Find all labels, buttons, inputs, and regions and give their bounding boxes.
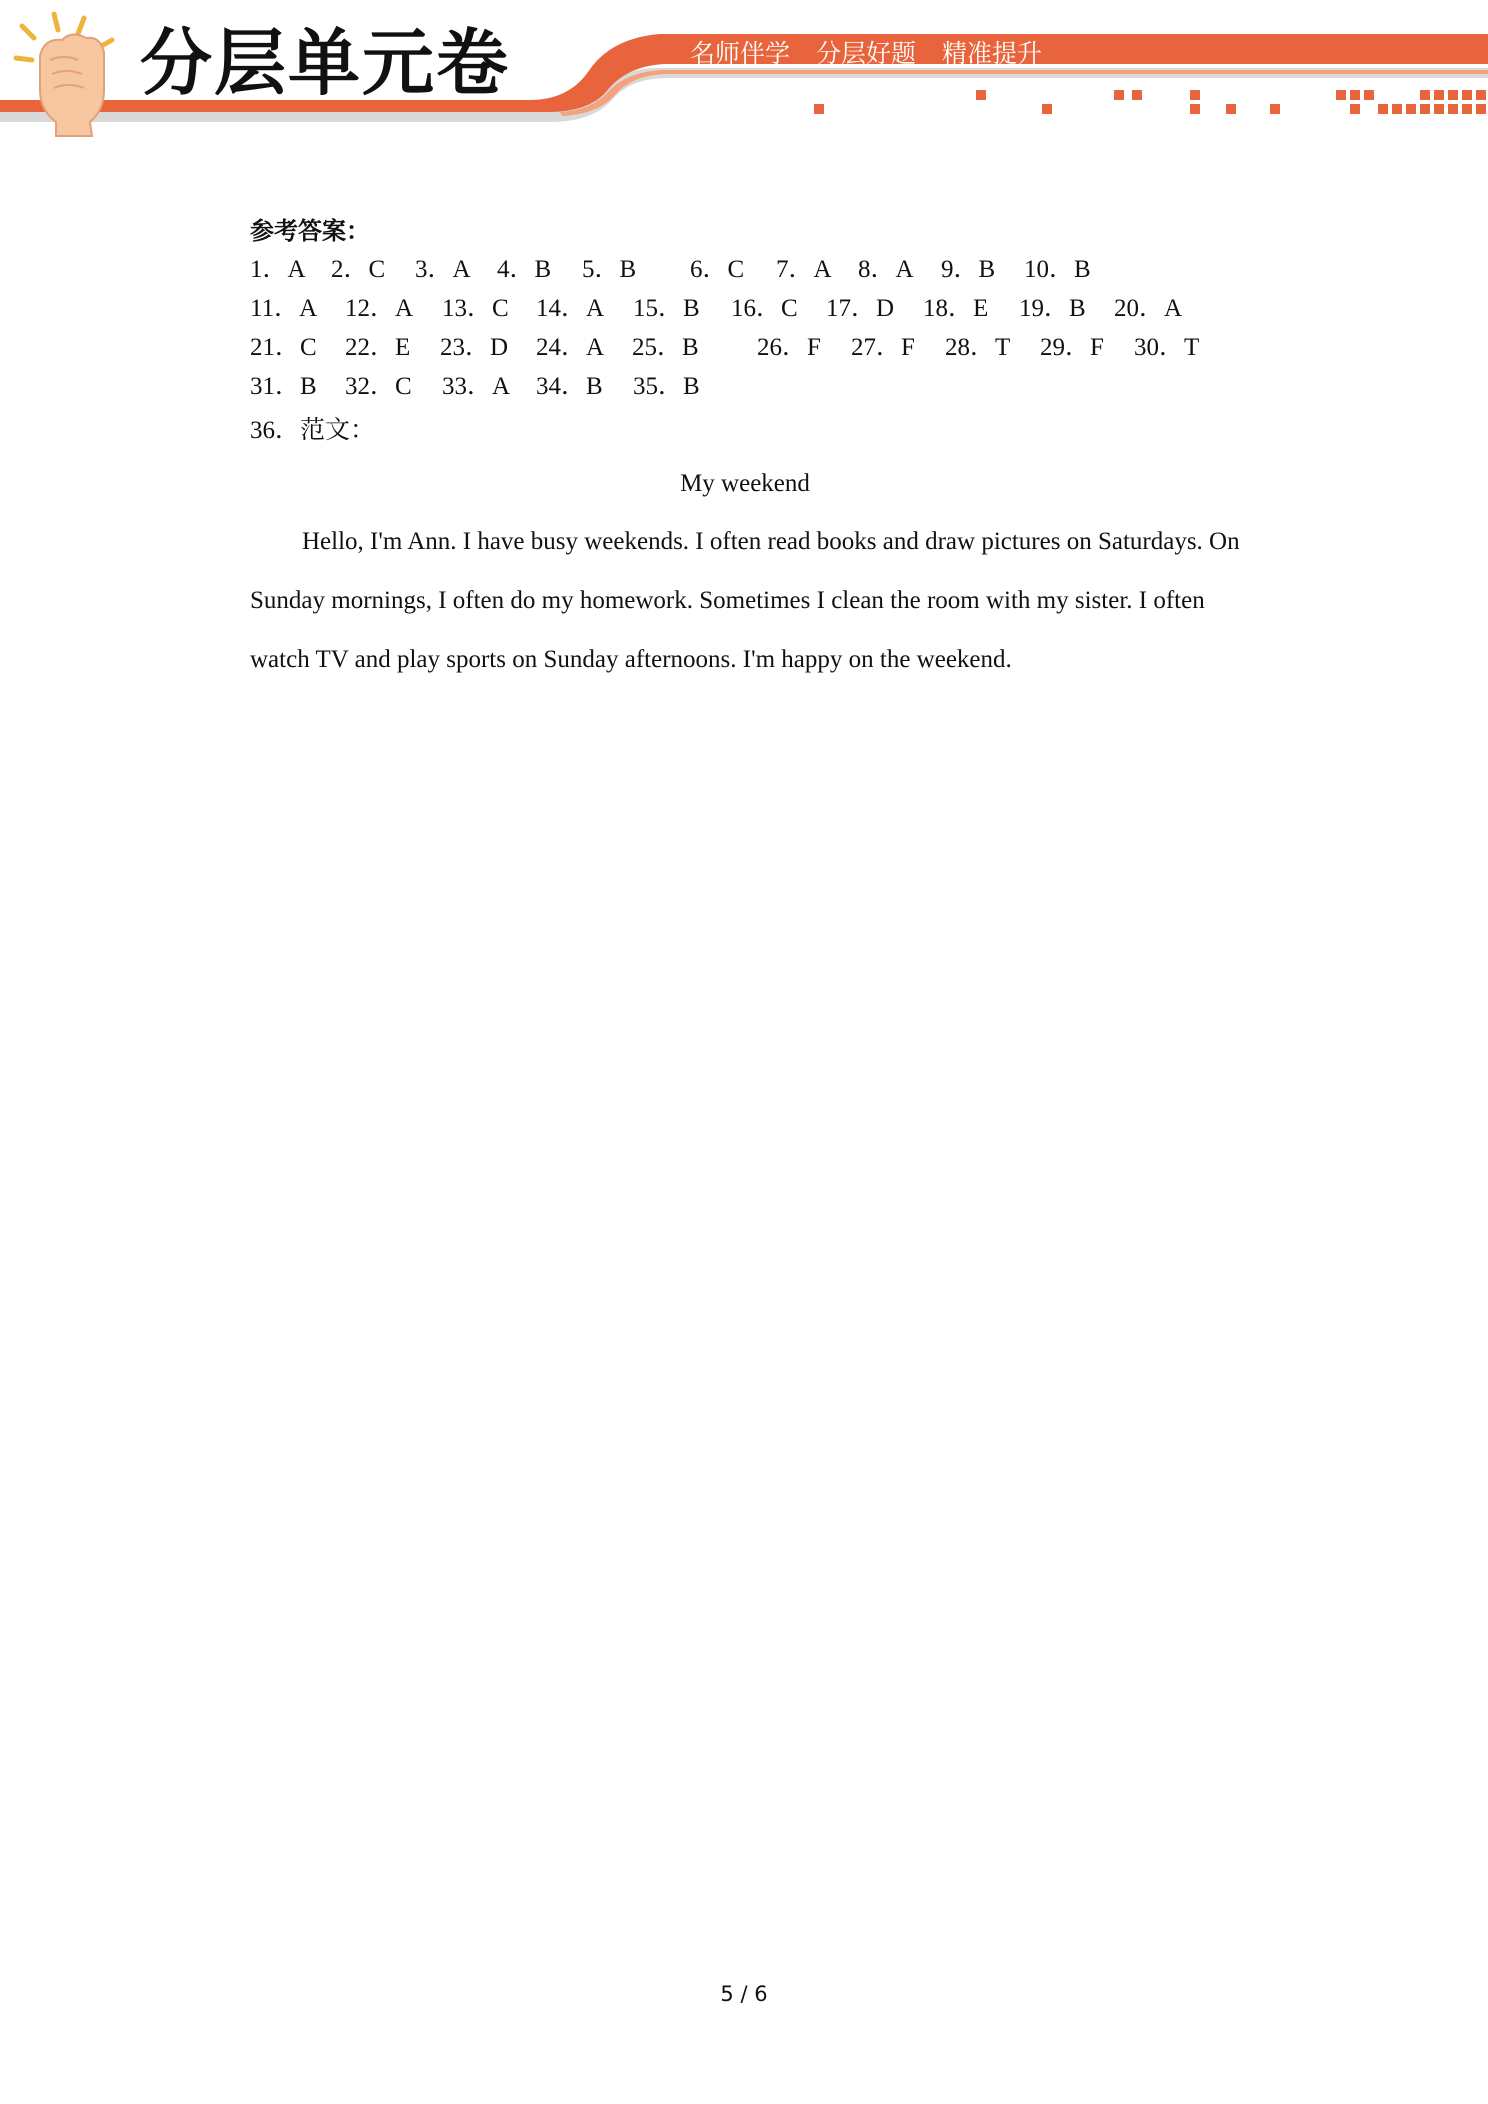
answer-item: 9．B — [941, 256, 996, 283]
answer-item: 31．B — [250, 373, 317, 400]
answer-item: 19．B — [1019, 295, 1086, 322]
answer-item: 30．T — [1134, 334, 1200, 361]
answer-item: 28．T — [945, 334, 1011, 361]
answer-item: 27．F — [851, 334, 915, 361]
answer-row — [250, 289, 1250, 328]
answer-item: 13．C — [442, 295, 509, 322]
answer-item: 5．B — [582, 256, 637, 283]
answer-row — [250, 367, 1250, 406]
essay-title: My weekend — [680, 470, 810, 497]
answer-item: 16．C — [731, 295, 798, 322]
slogan-item: 分层好题 — [816, 39, 917, 68]
answer-item: 4．B — [497, 256, 552, 283]
answer-item: 14．A — [536, 295, 605, 322]
answer-item: 18．E — [923, 295, 989, 322]
answer-item: 20．A — [1114, 295, 1183, 322]
answer-item: 23．D — [440, 334, 509, 361]
answer-item: 32．C — [345, 373, 412, 400]
answer-item: 2．C — [331, 256, 386, 283]
slogan-item: 名师伴学 — [690, 39, 791, 68]
page-number: 5 / 6 — [720, 1982, 768, 2006]
answer-item: 15．B — [633, 295, 700, 322]
answer-item: 10．B — [1024, 256, 1091, 283]
answer-item: 22．E — [345, 334, 411, 361]
answer-item: 26．F — [757, 334, 821, 361]
answer-item: 34．B — [536, 373, 603, 400]
answer-item: 35．B — [633, 373, 700, 400]
essay-label: 36．范文： — [250, 417, 376, 444]
answer-item: 21．C — [250, 334, 317, 361]
answer-item: 7．A — [776, 256, 832, 283]
answer-item: 29．F — [1040, 334, 1104, 361]
answer-item: 3．A — [415, 256, 471, 283]
page-header — [0, 0, 1488, 140]
answer-row — [250, 250, 1250, 289]
answer-item: 8．A — [858, 256, 914, 283]
answer-item: 33．A — [442, 373, 511, 400]
answer-item: 1．A — [250, 256, 306, 283]
slogan-item: 精准提升 — [942, 39, 1043, 68]
answer-item: 25．B — [632, 334, 699, 361]
answer-content — [250, 212, 1250, 689]
answer-row — [250, 328, 1250, 367]
answer-item: 12．A — [345, 295, 414, 322]
answer-item: 6．C — [690, 256, 745, 283]
answer-item: 17．D — [826, 295, 895, 322]
essay-body: Hello, I'm Ann. I have busy weekends. I often read books and draw pictures on Saturdays. On Sunday mornings, I often do my homework. Sometimes I clean the room with my sister. I often watch TV and play sports on Sunday afternoons. I'm happy on the weekend. — [250, 528, 1240, 673]
header-slogan — [690, 34, 1068, 74]
answer-item: 11．A — [250, 295, 318, 322]
answers-heading: 参考答案： — [250, 217, 370, 245]
brand-title: 分层单元卷 — [140, 21, 511, 105]
answer-item: 24．A — [536, 334, 605, 361]
